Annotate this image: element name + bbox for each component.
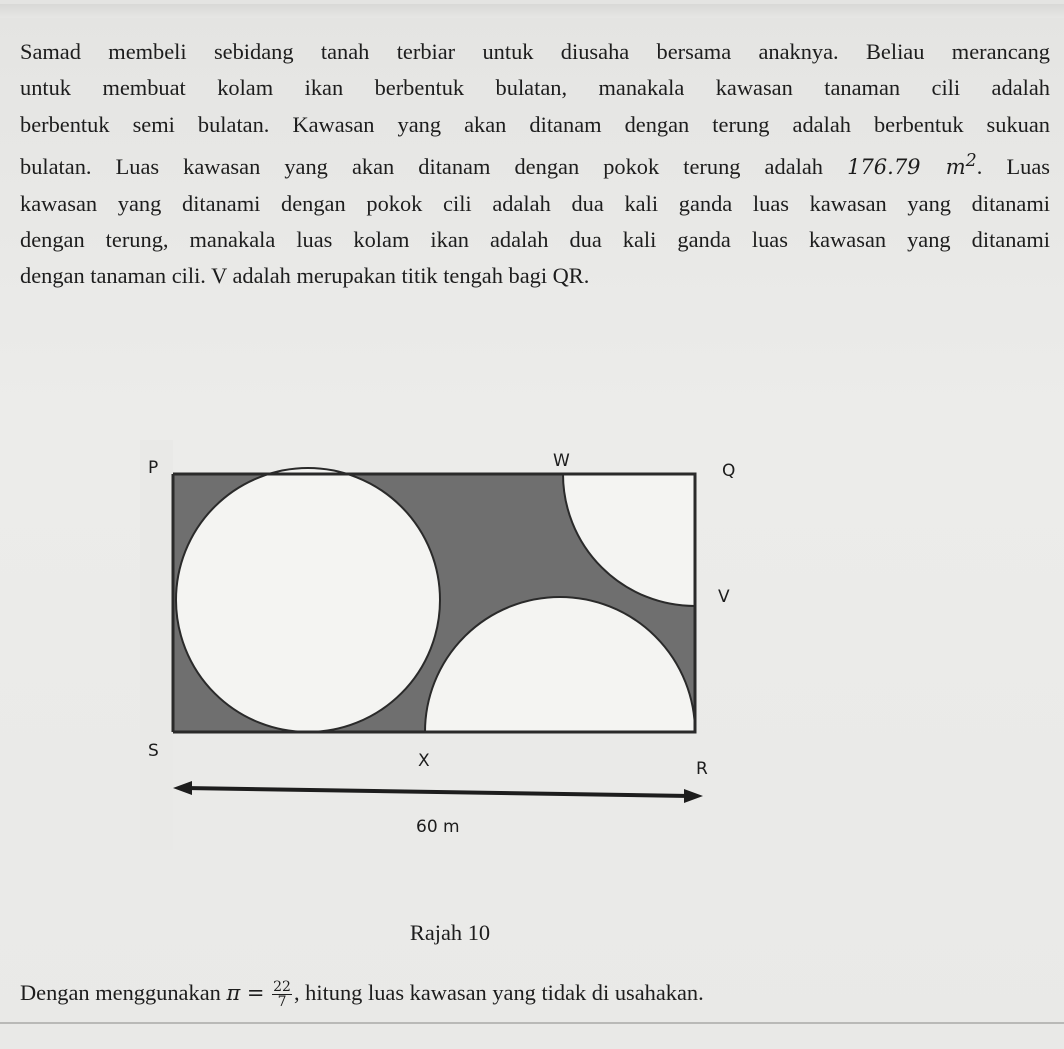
- paragraph-line-2: untuk membuat kolam ikan berbentuk bulatan, manakala kawasan tanaman cili adalah: [20, 75, 1050, 101]
- line4-suffix: . Luas: [976, 154, 1050, 180]
- arrow-head-right: [684, 789, 703, 803]
- paragraph-line-5: kawasan yang ditanami dengan pokok cili adalah dua kali ganda luas kawasan yang ditanami: [20, 190, 1050, 216]
- label-r: R: [696, 759, 708, 779]
- paragraph-line-7: dengan tanaman cili. V adalah merupakan titik tengah bagi QR.: [20, 263, 590, 289]
- label-s: S: [148, 741, 159, 761]
- label-x: X: [418, 751, 430, 771]
- label-p: P: [148, 458, 159, 478]
- page-bottom-edge: [0, 1022, 1064, 1024]
- problem-paragraph: [20, 34, 1050, 295]
- label-v: V: [718, 587, 730, 607]
- fish-pond-circle: [176, 468, 440, 732]
- paragraph-line-4: [20, 143, 1050, 185]
- line4-prefix: bulatan. Luas kawasan yang akan ditanam dengan pokok terung adalah: [20, 154, 823, 180]
- paragraph-line-1: Samad membeli sebidang tanah terbiar untuk diusaha bersama anaknya. Beliau merancang: [20, 39, 1050, 64]
- page-top-edge: [0, 4, 1064, 18]
- pi-symbol: π =: [226, 981, 265, 1005]
- arrow-head-left: [173, 781, 192, 795]
- figure-rajah-10: [140, 440, 740, 850]
- paragraph-line-3: berbentuk semi bulatan. Kawasan yang akan ditanam dengan terung adalah berbentuk sukuan: [20, 111, 1050, 137]
- paragraph-line-6: dengan terung, manakala luas kolam ikan adalah dua kali ganda luas kawasan yang ditanami: [20, 227, 1050, 253]
- dimension-arrow: [185, 788, 690, 796]
- question-text: [20, 980, 1050, 1009]
- label-w: W: [553, 451, 570, 471]
- dimension-label: 60 m: [416, 817, 460, 837]
- figure-caption: Rajah 10: [409, 920, 491, 945]
- question-prefix: Dengan menggunakan: [20, 980, 221, 1005]
- question-suffix: , hitung luas kawasan yang tidak di usahakan.: [293, 980, 704, 1005]
- pi-fraction: $\frac{22}{7}$: [273, 979, 291, 1011]
- label-q: Q: [722, 461, 736, 481]
- area-value: 176.79 $m^2$: [847, 151, 977, 180]
